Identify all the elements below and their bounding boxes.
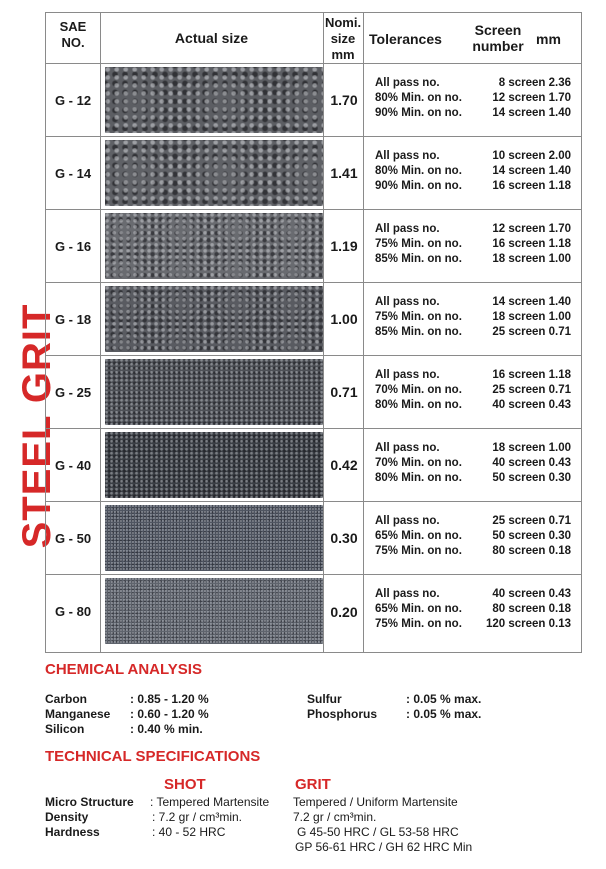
screen-value: 12 screen 1.70: [492, 223, 571, 235]
tolerance-line: [375, 602, 575, 617]
screen-value: 14 screen 1.40: [492, 107, 571, 119]
spec-label-density: Density: [45, 810, 89, 824]
tolerance-block: [375, 441, 575, 486]
screen-value: 25 screen 0.71: [492, 515, 571, 527]
grit-code: G - 14: [54, 165, 92, 181]
chemical-analysis-title: CHEMICAL ANALYSIS: [45, 661, 202, 678]
screen-value: 40 screen 0.43: [492, 588, 571, 600]
header-tolerances: Tolerances: [369, 31, 442, 47]
tolerance-line: [375, 106, 575, 121]
tolerance-block: [375, 222, 575, 267]
header-screen-line2: number: [472, 38, 524, 54]
grit-sample-image: [105, 432, 323, 498]
tolerance-line: [375, 179, 575, 194]
tolerance-label: 85% Min. on no.: [375, 326, 462, 338]
tolerance-label: 90% Min. on no.: [375, 180, 462, 192]
tolerance-line: [375, 76, 575, 91]
table-row: [46, 137, 581, 210]
shot-heading: SHOT: [164, 776, 206, 793]
chem-value-sulfur: : 0.05 % max.: [406, 692, 482, 706]
screen-value: 18 screen 1.00: [492, 253, 571, 265]
tolerance-label: All pass no.: [375, 515, 440, 527]
shot-micro-structure: : Tempered Martensite: [150, 795, 270, 809]
chem-value-silicon: : 0.40 % min.: [130, 722, 203, 736]
header-sae-line2: NO.: [61, 35, 85, 50]
grit-heading: GRIT: [295, 776, 331, 793]
tolerance-label: All pass no.: [375, 588, 440, 600]
grit-size-table: [45, 12, 582, 653]
tolerance-label: 75% Min. on no.: [375, 311, 462, 323]
header-screen-number: [467, 22, 529, 54]
tolerance-label: All pass no.: [375, 442, 440, 454]
header-screen-line1: Screen: [474, 22, 522, 38]
tolerance-line: [375, 164, 575, 179]
tolerance-line: [375, 544, 575, 559]
table-row: [46, 575, 581, 648]
grit-sample-image: [105, 578, 323, 644]
screen-value: 25 screen 0.71: [492, 326, 571, 338]
tolerance-line: [375, 237, 575, 252]
chem-value-phosphorus: : 0.05 % max.: [406, 707, 482, 721]
tolerance-label: 65% Min. on no.: [375, 603, 462, 615]
table-row: [46, 502, 581, 575]
tolerance-line: [375, 295, 575, 310]
grit-sample-image: [105, 140, 323, 206]
screen-value: 16 screen 1.18: [492, 180, 571, 192]
tolerance-block: [375, 295, 575, 340]
grit-hardness-line2: GP 56-61 HRC / GH 62 HRC Min: [295, 840, 473, 854]
chem-label-phosphorus: Phosphorus: [307, 707, 378, 721]
tolerance-line: [375, 471, 575, 486]
chem-label-sulfur: Sulfur: [307, 692, 342, 706]
tolerance-label: 80% Min. on no.: [375, 399, 462, 411]
header-nominal-size: [323, 15, 363, 63]
screen-value: 10 screen 2.00: [492, 150, 571, 162]
screen-value: 14 screen 1.40: [492, 165, 571, 177]
table-row: [46, 283, 581, 356]
tolerance-label: 65% Min. on no.: [375, 530, 462, 542]
grit-micro-structure: Tempered / Uniform Martensite: [293, 795, 458, 809]
tolerance-label: All pass no.: [375, 150, 440, 162]
chem-label-manganese: Manganese: [45, 707, 111, 721]
tolerance-block: [375, 587, 575, 632]
tolerance-line: [375, 325, 575, 340]
header-sae-line1: SAE: [59, 19, 87, 34]
tolerance-line: [375, 310, 575, 325]
screen-value: 18 screen 1.00: [492, 311, 571, 323]
grit-code: G - 18: [54, 311, 92, 327]
tolerance-line: [375, 252, 575, 267]
tolerance-line: [375, 456, 575, 471]
screen-value: 18 screen 1.00: [492, 442, 571, 454]
header-nom-line3: mm: [331, 47, 355, 62]
technical-specifications-title: TECHNICAL SPECIFICATIONS: [45, 748, 261, 765]
tolerance-label: All pass no.: [375, 369, 440, 381]
header-nom-line1: Nomi.: [324, 15, 362, 30]
screen-value: 50 screen 0.30: [492, 472, 571, 484]
tolerance-label: 75% Min. on no.: [375, 545, 462, 557]
header-sae-no: [46, 19, 100, 51]
chem-label-silicon: Silicon: [45, 722, 85, 736]
grit-hardness-line1: G 45-50 HRC / GL 53-58 HRC: [297, 825, 459, 839]
side-title: STEEL GRIT: [15, 303, 59, 549]
table-row: [46, 356, 581, 429]
tolerance-line: [375, 617, 575, 632]
nominal-size: 1.41: [330, 165, 358, 181]
tolerance-line: [375, 368, 575, 383]
chem-value-manganese: : 0.60 - 1.20 %: [130, 707, 209, 721]
chem-value-carbon: : 0.85 - 1.20 %: [130, 692, 209, 706]
tolerance-line: [375, 383, 575, 398]
table-row: [46, 64, 581, 137]
header-mm: mm: [536, 31, 561, 47]
spec-label-hardness: Hardness: [45, 825, 100, 839]
screen-value: 120 screen 0.13: [485, 618, 571, 630]
nominal-size: 0.71: [330, 384, 358, 400]
nominal-size: 0.20: [330, 603, 358, 620]
screen-value: 40 screen 0.43: [492, 399, 571, 411]
tolerance-line: [375, 398, 575, 413]
tolerance-label: All pass no.: [375, 296, 440, 308]
table-row: [46, 210, 581, 283]
grit-code: G - 50: [54, 530, 92, 546]
nominal-size: 1.19: [330, 238, 358, 254]
grit-code: G - 16: [54, 238, 92, 254]
screen-value: 80 screen 0.18: [492, 545, 571, 557]
chem-label-carbon: Carbon: [45, 692, 87, 706]
nominal-size: 1.70: [330, 92, 358, 108]
tolerance-label: 85% Min. on no.: [375, 253, 462, 265]
header-actual-size: Actual size: [174, 30, 249, 46]
tolerance-label: 80% Min. on no.: [375, 165, 462, 177]
nominal-size: 0.42: [330, 457, 358, 473]
nominal-size: 0.30: [330, 530, 358, 546]
screen-value: 12 screen 1.70: [492, 92, 571, 104]
tolerance-label: All pass no.: [375, 223, 440, 235]
tolerance-label: 75% Min. on no.: [375, 618, 462, 630]
grit-sample-image: [105, 505, 323, 571]
tolerance-label: 70% Min. on no.: [375, 457, 462, 469]
tolerance-label: 80% Min. on no.: [375, 472, 462, 484]
grit-code: G - 40: [54, 457, 92, 473]
tolerance-line: [375, 91, 575, 106]
screen-value: 14 screen 1.40: [492, 296, 571, 308]
tolerance-line: [375, 529, 575, 544]
tolerance-line: [375, 222, 575, 237]
grit-sample-image: [105, 359, 323, 425]
shot-density: : 7.2 gr / cm³min.: [152, 810, 243, 824]
grit-code: G - 80: [54, 604, 92, 619]
header-nom-line2: size: [330, 31, 356, 46]
tolerance-line: [375, 149, 575, 164]
tolerance-line: [375, 587, 575, 602]
grit-sample-image: [105, 67, 323, 133]
grit-code: G - 12: [54, 92, 92, 108]
tolerance-label: 80% Min. on no.: [375, 92, 462, 104]
tolerance-label: 90% Min. on no.: [375, 107, 462, 119]
spec-label-micro-structure: Micro Structure: [45, 795, 134, 809]
table-row: [46, 429, 581, 502]
screen-value: 16 screen 1.18: [492, 238, 571, 250]
tolerance-block: [375, 368, 575, 413]
tolerance-block: [375, 514, 575, 559]
tolerance-line: [375, 441, 575, 456]
screen-value: 50 screen 0.30: [492, 530, 571, 542]
tolerance-line: [375, 514, 575, 529]
grit-sample-image: [105, 213, 323, 279]
screen-value: 40 screen 0.43: [492, 457, 571, 469]
tolerance-label: All pass no.: [375, 77, 440, 89]
shot-hardness: : 40 - 52 HRC: [152, 825, 226, 839]
tolerance-block: [375, 149, 575, 194]
table-header: [46, 13, 581, 64]
tolerance-block: [375, 76, 575, 121]
grit-density: 7.2 gr / cm³min.: [293, 810, 377, 824]
grit-code: G - 25: [54, 384, 92, 400]
grit-sample-image: [105, 286, 323, 352]
tolerance-label: 75% Min. on no.: [375, 238, 462, 250]
screen-value: 80 screen 0.18: [492, 603, 571, 615]
tolerance-label: 70% Min. on no.: [375, 384, 462, 396]
screen-value: 16 screen 1.18: [492, 369, 571, 381]
nominal-size: 1.00: [330, 311, 358, 327]
screen-value: 25 screen 0.71: [492, 384, 571, 396]
screen-value: 8 screen 2.36: [498, 77, 571, 89]
